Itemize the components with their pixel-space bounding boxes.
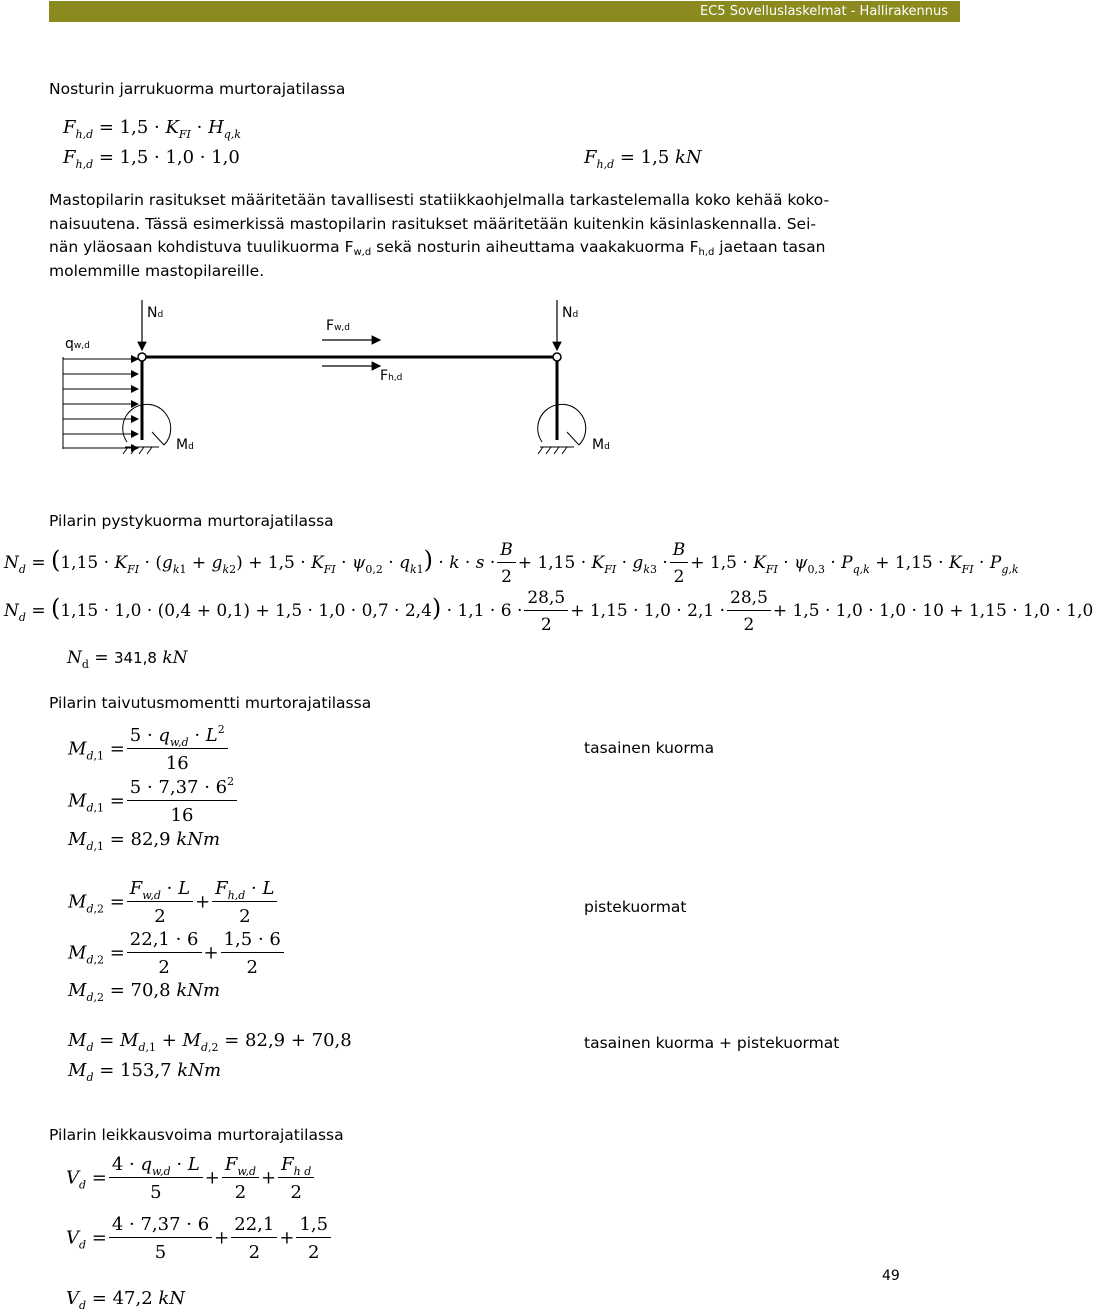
document-title: EC5 Sovelluslaskelmat - Hallirakennus <box>700 4 948 19</box>
crane-load-label: Fh,d <box>380 368 403 384</box>
axial-result: $N_d = 341,8$ kN <box>67 648 188 671</box>
total-load-label: tasainen kuorma + pistekuormat <box>584 1034 840 1052</box>
left-hinge <box>138 353 146 361</box>
brake-equation-2: $F_{h,d} = 1,5 \cdot 1,0 \cdot 1,0$ <box>63 147 240 171</box>
right-moment-label: Md <box>592 437 610 453</box>
shear-values: $V_d$ = $\frac{4 \cdot 7,37 \cdot 6}{5}$ + $\frac{22,1}{2}$ + $\frac{1,5}{2}$ <box>66 1214 333 1263</box>
moment-heading: Pilarin taivutusmomentti murtorajatilassa <box>49 694 372 712</box>
paragraph-line: Mastopilarin rasitukset määritetään tavallisesti statiikkaohjelmalla tarkastelemalla koko kehää koko- <box>49 191 830 209</box>
axial-equation-1: $N_d = (1,15 \cdot K_{FI} \cdot (g_{k1} + g_{k2}) + 1,5 \cdot K_{FI} \cdot \psi_{0,2} \cdot q_{k1}) \cdot k \cdot s$ · $\frac{B}{2}$ + $1,15 \cdot K_{FI} \cdot g_{k3}$ · $\frac{B}{2}$ + $1,5 \cdot K_{FI} \cdot \psi_{0,3} \cdot P_{q,k} + 1,15 \cdot K_{FI} \cdot P_{g,k}$ <box>4 540 1019 587</box>
right-hinge <box>553 353 561 361</box>
point-loads-label: pistekuormat <box>584 898 687 916</box>
paragraph-line: nän yläosaan kohdistuva tuulikuorma $F_{w,d}$ sekä nosturin aiheuttama vaakakuorma $F_{h,d}$ jaetaan tasan <box>49 238 826 258</box>
brake-equation-1: $F_{h,d} = 1,5 \cdot K_{FI} \cdot H_{q,k}$ <box>63 117 241 141</box>
frame-diagram <box>0 295 960 470</box>
wind-load-label: qw,d <box>65 336 90 352</box>
distributed-wind-load <box>63 357 138 449</box>
moment-1-formula: $M_{d,1}$ = $\frac{5 \cdot q_{w,d} \cdot L^2}{16}$ <box>68 725 230 774</box>
wind-point-label: Fw,d <box>326 318 350 334</box>
moment-2-values: $M_{d,2}$ = $\frac{22,1 \cdot 6}{2}$ + $\frac{1,5 \cdot 6}{2}$ <box>68 929 286 978</box>
shear-formula: $V_d$ = $\frac{4 \cdot q_{w,d} \cdot L}{5}$ + $\frac{F_{w,d}}{2}$ + $\frac{F_{h d}}{2}$ <box>66 1154 316 1203</box>
axial-equation-2: $N_d = (1,15 \cdot 1,0 \cdot (0,4 + 0,1) + 1,5 \cdot 1,0 \cdot 0,7 \cdot 2,4) \cdot 1,1 \cdot 6$ · $\frac{28,5}{2}$ + 1,15 · 1,0 · 2,1 · $\frac{28,5}{2}$ + 1,5 · 1,0 · 1,0 · 10 + 1,15 · 1,0 · 1,0 <box>4 588 1093 635</box>
right-axial-label: Nd <box>562 305 579 321</box>
description-paragraph <box>49 189 909 283</box>
axial-heading: Pilarin pystykuorma murtorajatilassa <box>49 512 334 530</box>
left-axial-label: Nd <box>147 305 164 321</box>
brake-heading: Nosturin jarrukuorma murtorajatilassa <box>49 80 346 98</box>
right-fixed-support <box>538 404 586 454</box>
left-moment-label: Md <box>176 437 194 453</box>
page-number: 49 <box>882 1268 900 1284</box>
brake-result: $F_{h,d} = 1,5$ kN <box>584 147 702 171</box>
paragraph-line: molemmille mastopilareille. <box>49 261 265 280</box>
header-bar <box>49 1 960 22</box>
moment-2-result: $M_{d,2} = 70,8$ kNm <box>68 980 221 1004</box>
paragraph-line: naisuutena. Tässä esimerkissä mastopilarin rasitukset määritetään kuitenkin käsinlaskennalla. Sei- <box>49 214 816 233</box>
moment-1-result: $M_{d,1} = 82,9$ kNm <box>68 829 221 853</box>
shear-heading: Pilarin leikkausvoima murtorajatilassa <box>49 1126 344 1144</box>
moment-total-result: $M_d = 153,7$ kNm <box>68 1060 222 1084</box>
shear-result: $V_d = 47,2$ kN <box>66 1288 186 1312</box>
moment-2-formula: $M_{d,2}$ = $\frac{F_{w,d} \cdot L}{2}$ + $\frac{F_{h,d} \cdot L}{2}$ <box>68 878 279 927</box>
uniform-load-label: tasainen kuorma <box>584 739 715 757</box>
moment-1-values: $M_{d,1}$ = $\frac{5 \cdot 7,37 \cdot 6^2}{16}$ <box>68 777 239 826</box>
moment-total-formula: $M_d = M_{d,1} + M_{d,2} = 82,9 + 70,8$ <box>68 1030 352 1054</box>
left-fixed-support <box>123 404 171 454</box>
